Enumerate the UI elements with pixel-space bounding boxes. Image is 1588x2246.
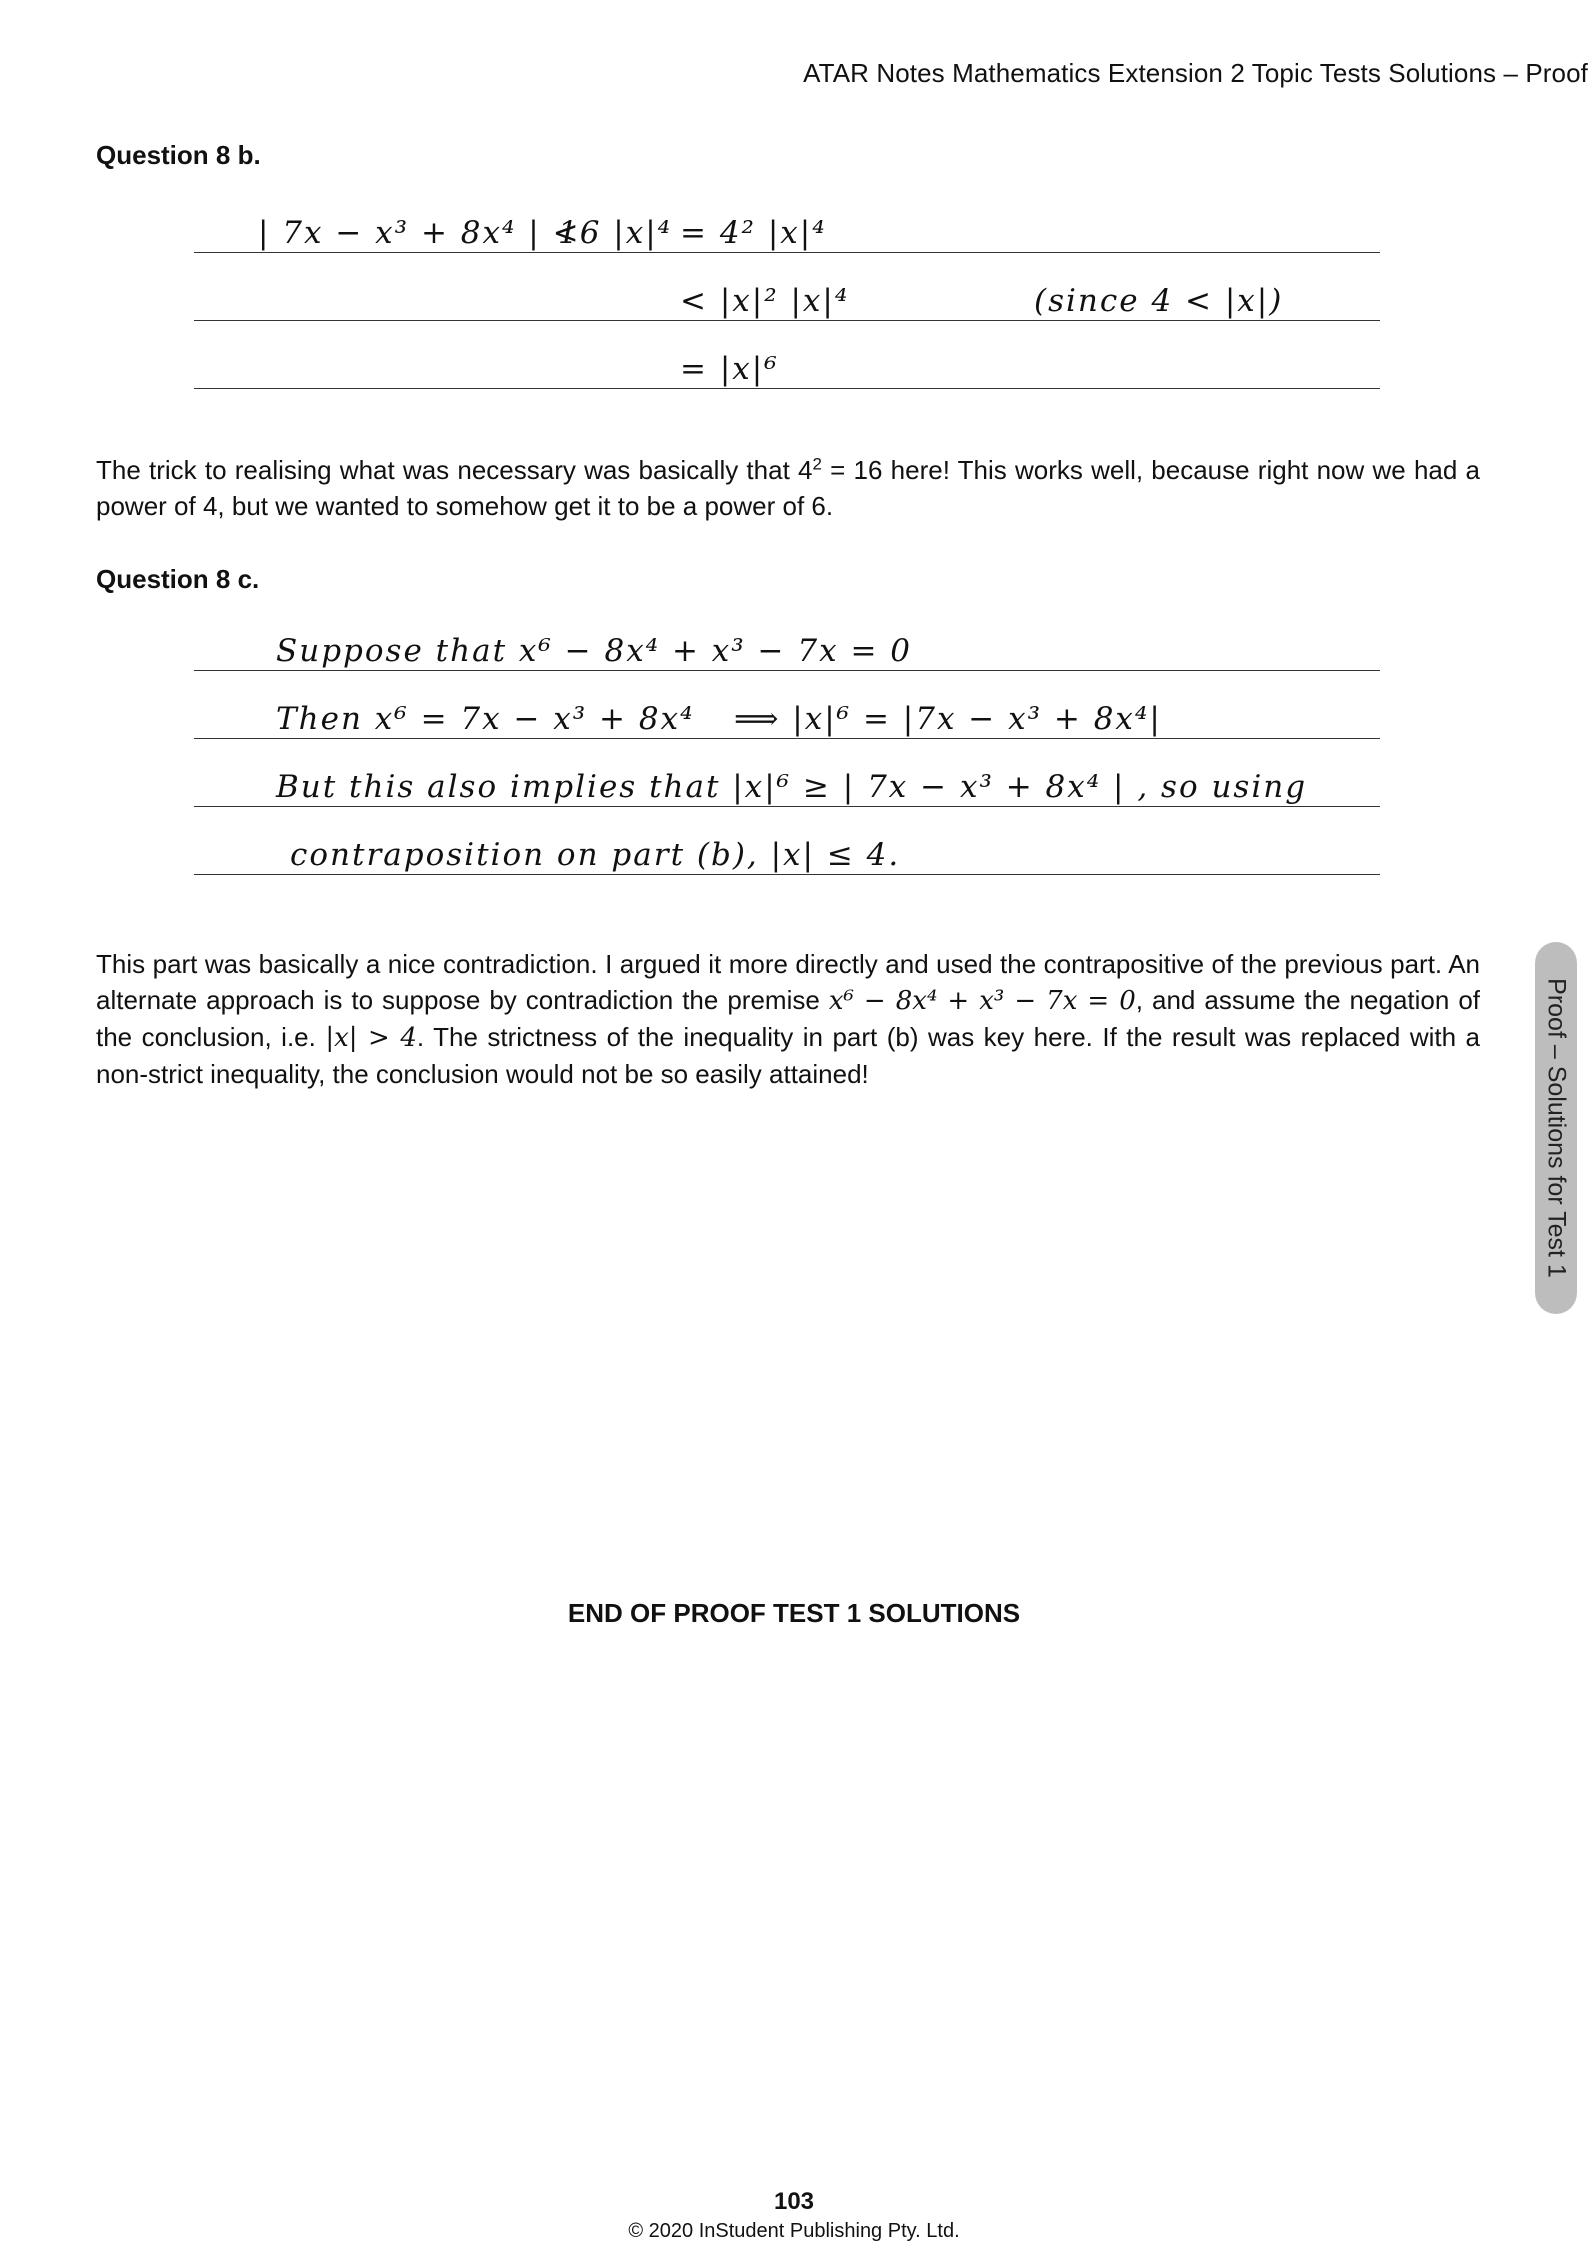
q8b-line3-expr: = |x|⁶: [680, 351, 779, 387]
q8c-explanation-text-1: This part was basically a nice contradiction. I argued it more directly and used the contrapositive of the previous part. An alternate approach is to suppose by contradiction the premise: [96, 949, 1480, 1015]
q8c-line4: contraposition on part (b), |x| ≤ 4.: [290, 837, 901, 873]
q8b-handwritten-working: [194, 200, 1380, 400]
q8c-line3: But this also implies that |x|⁶ ≥ | 7x − x³ + 8x⁴ | , so using: [276, 769, 1308, 805]
q8b-explanation-superscript: 2: [812, 454, 822, 474]
side-tab-label: Proof – Solutions for Test 1: [1542, 978, 1571, 1278]
side-tab: [1535, 942, 1577, 1314]
ruled-line: [194, 738, 1380, 739]
q8c-handwritten-working: [194, 620, 1380, 890]
q8b-line2-expr: < |x|² |x|⁴: [680, 283, 850, 319]
q8b-line1-rhs: = 4² |x|⁴: [680, 215, 827, 251]
q8c-explanation-text-2: , and assume the negation of the conclusion, i.e.: [96, 985, 1480, 1052]
q8c-negation-math: |x| > 4: [325, 1023, 417, 1053]
ruled-line: [194, 806, 1380, 807]
q8c-explanation-text-3: . The strictness of the inequality in part (b) was key here. If the result was replaced with a non-strict inequality, the conclusion would not be so easily attained!: [96, 1022, 1481, 1089]
running-header: ATAR Notes Mathematics Extension 2 Topic Tests Solutions – Proof: [803, 58, 1588, 88]
q8c-line2b: ⟹ |x|⁶ = |7x − x³ + 8x⁴|: [734, 701, 1162, 737]
question-8c-heading: Question 8 c.: [96, 564, 260, 594]
q8b-explanation: [96, 452, 1480, 524]
q8b-line2-note: (since 4 < |x|): [1034, 283, 1284, 319]
ruled-line: [194, 874, 1380, 875]
q8c-premise-math: x⁶ − 8x⁴ + x³ − 7x = 0: [828, 986, 1136, 1016]
q8b-explanation-text-b: = 16 here! This works well, because right now we had a power of 4, but we wanted to somehow get it to be a power of 6.: [96, 455, 1480, 521]
copyright: © 2020 InStudent Publishing Pty. Ltd.: [628, 2220, 960, 2242]
page-number: 103: [773, 2188, 815, 2215]
end-banner: END OF PROOF TEST 1 SOLUTIONS: [567, 1598, 1021, 1628]
q8c-line2a: Then x⁶ = 7x − x³ + 8x⁴: [276, 701, 695, 737]
q8c-explanation: [96, 946, 1480, 1092]
ruled-line: [194, 388, 1380, 389]
question-8b-heading: Question 8 b.: [96, 140, 261, 170]
q8b-explanation-text-a: The trick to realising what was necessary was basically that 4: [96, 455, 813, 485]
q8c-line1: Suppose that x⁶ − 8x⁴ + x³ − 7x = 0: [276, 633, 912, 669]
ruled-line: [194, 670, 1380, 671]
ruled-line: [194, 252, 1380, 253]
q8b-line1-lhs: | 7x − x³ + 8x⁴ | <: [258, 215, 581, 251]
ruled-line: [194, 320, 1380, 321]
q8b-line1-mid: 16 |x|⁴: [558, 215, 673, 251]
